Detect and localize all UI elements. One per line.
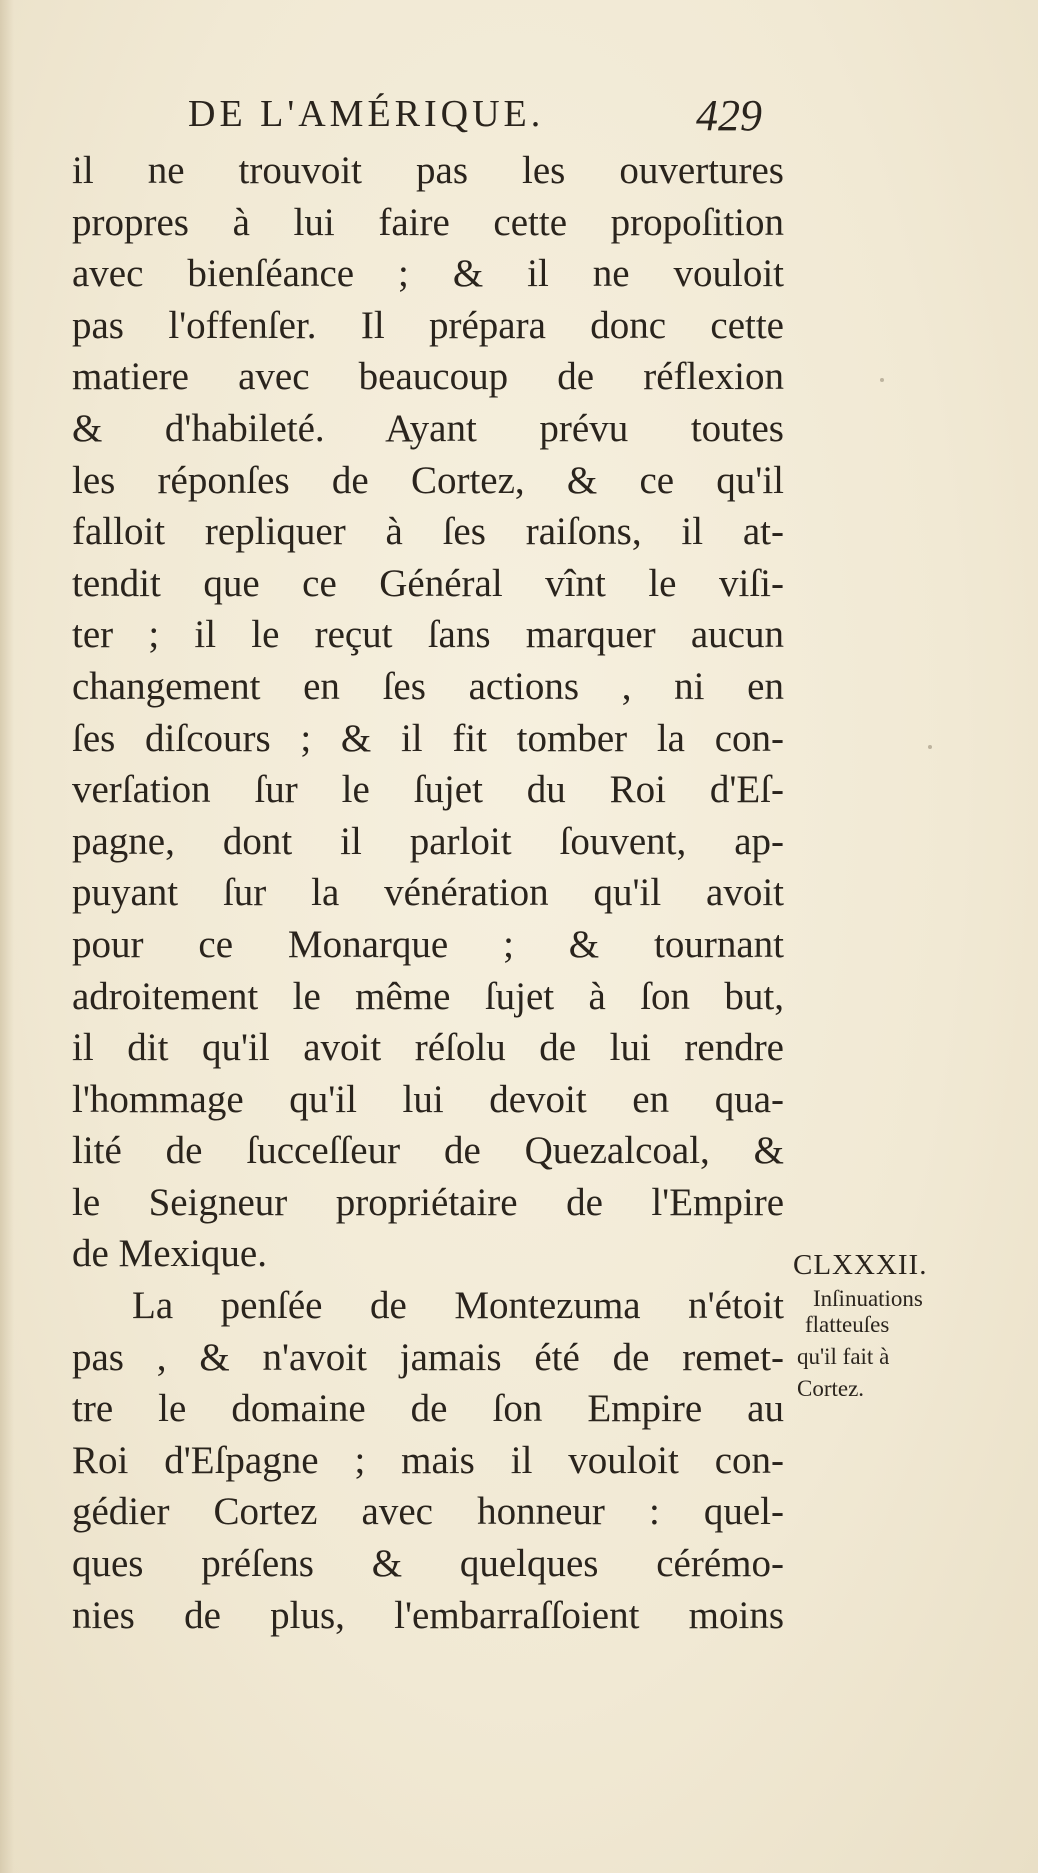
text-line: ſes diſcours ; & il fit tomber la con- [72,716,784,760]
page-header [188,92,788,142]
text-line: propres à lui faire cette propoſition [72,200,784,244]
text-line: matiere avec beaucoup de réflexion [72,355,784,399]
text-line: pagne, dont il parloit ſouvent, ap- [72,819,784,863]
text-line: pas l'offenſer. Il prépara donc cette [72,303,784,347]
text-line: il ne trouvoit pas les ouvertures [72,149,784,192]
text-line: & d'habileté. Ayant prévu toutes [72,406,784,450]
paper-speck [880,378,884,382]
text-line: pour ce Monarque ; & tournant [72,922,784,966]
text-line: l'hommage qu'il lui devoit en qua- [72,1077,784,1121]
text-line: verſation ſur le ſujet du Roi d'Eſ- [72,768,784,812]
text-line: puyant ſur la vénération qu'il avoit [72,871,784,915]
text-line: tre le domaine de ſon Empire au [72,1387,784,1431]
text-line: de Mexique. [72,1232,267,1276]
margin-note-line: Inſinuations [813,1286,923,1311]
margin-note-number: CLXXXII. [793,1249,928,1281]
text-line: adroitement le même ſujet à ſon but, [72,974,784,1018]
margin-note-line: flatteuſes [805,1312,890,1337]
text-line: changement en ſes actions , ni en [72,664,784,708]
text-line: Roi d'Eſpagne ; mais il vouloit con- [72,1438,784,1482]
page-edge-shadow [0,0,14,1873]
text-line: ques préſens & quelques cérémo- [72,1542,784,1586]
paper-speck [928,745,932,749]
running-title: DE L'AMÉRIQUE. [188,93,545,135]
text-line: le Seigneur propriétaire de l'Empire [72,1180,784,1224]
text-line: gédier Cortez avec honneur : quel- [72,1490,784,1534]
text-line: les réponſes de Cortez, & ce qu'il [72,458,784,502]
text-line: il dit qu'il avoit réſolu de lui rendre [72,1026,784,1070]
text-line: lité de ſucceſſeur de Quezalcoal, & [72,1129,784,1173]
margin-note [793,1247,983,1405]
page-number: 429 [696,91,762,140]
text-line: tendit que ce Général vînt le viſi- [72,561,784,605]
text-line: avec bienſéance ; & il ne vouloit [72,252,784,296]
margin-note-line: Cortez. [797,1376,865,1401]
body-text [72,145,784,1641]
text-line: La penſée de Montezuma n'étoit [132,1284,784,1328]
margin-note-line: qu'il fait à [797,1344,890,1369]
text-line: falloit repliquer à ſes raiſons, il at- [72,510,784,554]
text-line: nies de plus, l'embarraſſoient moins [72,1593,784,1637]
text-line: pas , & n'avoit jamais été de remet- [72,1335,784,1379]
text-line: ter ; il le reçut ſans marquer aucun [72,613,784,657]
